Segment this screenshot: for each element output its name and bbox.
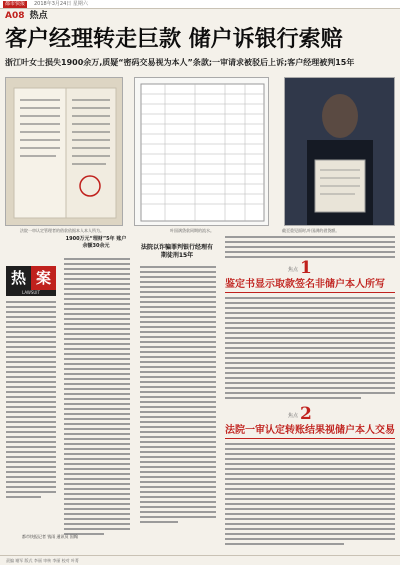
section-2-label: 焦点 <box>288 413 299 419</box>
person-photo-graphic <box>285 78 395 226</box>
section-header <box>5 11 48 22</box>
intro-heading: 1900万元“理财”5年 账户余额30余元 <box>65 236 127 249</box>
headline: 客户经理转走巨款 储户诉银行索赔 <box>5 26 343 52</box>
section-2-number: 2 <box>300 404 312 424</box>
caption-right: 截至重见面时,叶国满的借贷额。 <box>282 228 340 233</box>
section-2-rule <box>225 438 395 439</box>
tag-right: 案 <box>31 266 56 290</box>
middle-subheading: 法院以诈骗罪判银行经理有期徒刑15年 <box>140 244 213 259</box>
tag-subtitle: LAWSUIT <box>6 290 56 296</box>
section-1-text <box>225 297 395 402</box>
column-3-text <box>140 266 216 526</box>
section-1-label: 焦点 <box>288 267 299 273</box>
footer: 责编 谢军 版式 李丽 审核 李丽 校对 叶菁 <box>0 555 400 565</box>
column-2-text <box>64 258 130 538</box>
section-2-text <box>225 443 395 548</box>
transaction-table-graphic <box>135 78 269 226</box>
section-2-heading: 法院一审认定转账结果视储户本人交易 <box>225 425 395 436</box>
byline: 都市快报记者 钱雨 通讯员 国翰 <box>22 534 78 539</box>
masthead-bar <box>0 0 400 9</box>
masthead-date: 2018年3月24日 星期六 <box>34 1 88 7</box>
document-photo <box>5 77 123 226</box>
section-name: 热点 <box>29 11 48 21</box>
tag-left: 热 <box>6 266 31 290</box>
person-photo <box>284 77 395 226</box>
caption-middle: 叶国满贷款同期的流水。 <box>170 228 214 233</box>
section-1-rule <box>225 292 395 293</box>
page-number: A08 <box>5 11 25 21</box>
subheadline: 浙江叶女士损失1900余万,质疑“密码交易视为本人”条款;一审请求被驳后上诉;客户经理被判15年 <box>5 58 355 67</box>
masthead-brand: 都市快报 <box>5 1 26 7</box>
caption-left: 法院一审认定管理者的借款依据本人本人所为。 <box>20 228 104 233</box>
column-1-text <box>6 301 56 501</box>
section-1-heading: 鉴定书显示取款签名非储户本人所写 <box>225 279 385 290</box>
section-1-number: 1 <box>300 258 312 278</box>
document-photo-graphic <box>6 78 123 226</box>
transaction-table-photo <box>134 77 269 226</box>
